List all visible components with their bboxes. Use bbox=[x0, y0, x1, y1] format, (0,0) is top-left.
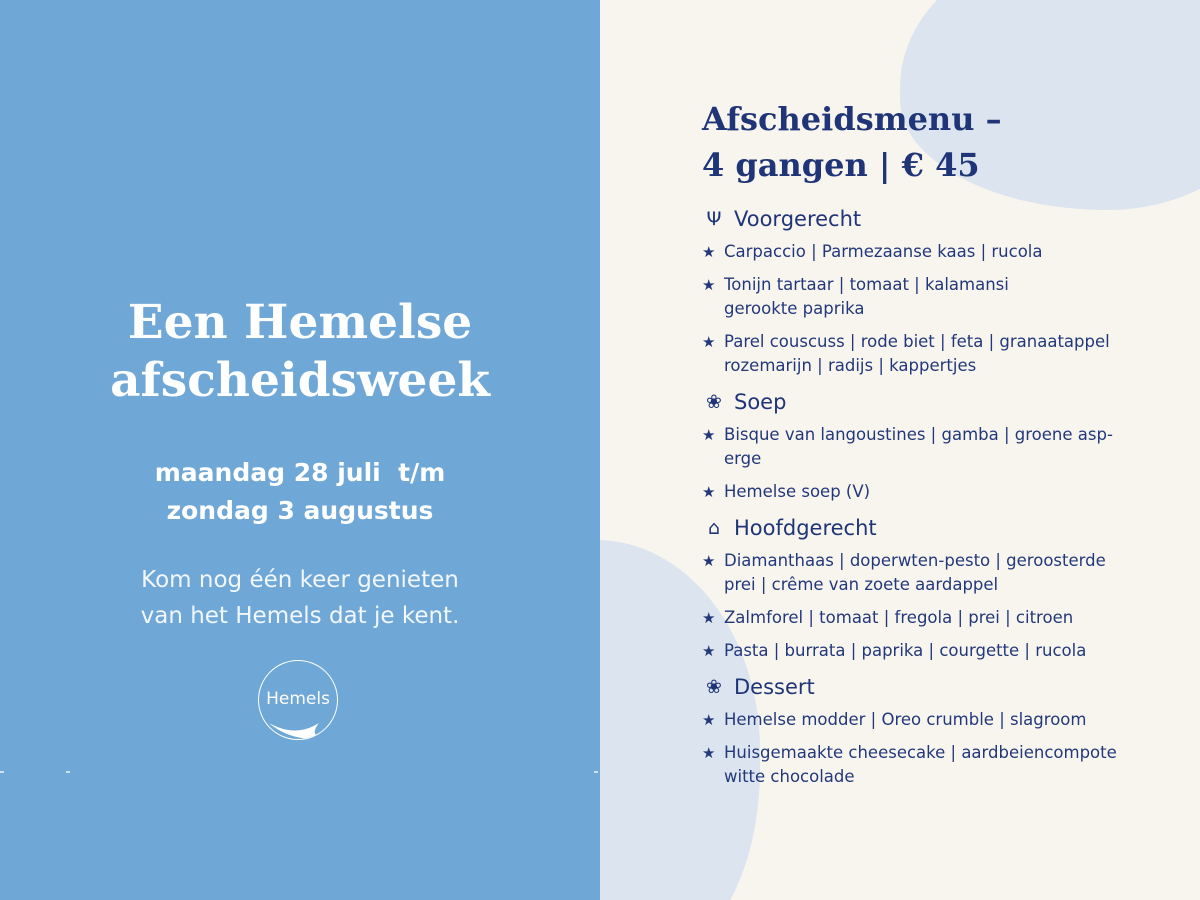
hemels-logo bbox=[258, 660, 338, 740]
course-heading bbox=[702, 513, 1172, 543]
menu-item-line: Bisque van langoustines | gamba | groene asp- bbox=[724, 425, 1113, 444]
dates-line2: zondag 3 augustus bbox=[166, 496, 434, 525]
course-section bbox=[702, 672, 1172, 789]
flower-outline-icon: ❀ bbox=[706, 391, 722, 413]
menu-item bbox=[702, 741, 1172, 789]
hero-title bbox=[0, 294, 600, 410]
cloche-icon: ⌂ bbox=[707, 517, 721, 539]
dates-line1: maandag 28 juli t/m bbox=[154, 458, 446, 487]
tagline-line2: van het Hemels dat je kent. bbox=[140, 603, 460, 629]
menu-item-line: witte chocolade bbox=[724, 767, 855, 786]
course-name: Hoofdgerecht bbox=[734, 516, 877, 540]
menu-title bbox=[702, 96, 1172, 188]
menu-item-line: Pasta | burrata | paprika | courgette | rucola bbox=[724, 641, 1087, 660]
star-icon: ★ bbox=[702, 609, 716, 627]
menu-item-line: Hemelse soep (V) bbox=[724, 482, 871, 501]
menu-item-line: Parel couscuss | rode biet | feta | granaatappel bbox=[724, 332, 1110, 351]
logo-text: Hemels bbox=[266, 689, 330, 709]
menu bbox=[702, 96, 1172, 798]
edge-mark bbox=[594, 771, 598, 773]
course-list bbox=[702, 204, 1172, 789]
star-icon: ★ bbox=[702, 642, 716, 660]
menu-item-line: Zalmforel | tomaat | fregola | prei | citroen bbox=[724, 608, 1074, 627]
menu-item bbox=[702, 273, 1172, 321]
star-icon: ★ bbox=[702, 483, 716, 501]
menu-item-line: prei | crême van zoete aardappel bbox=[724, 575, 999, 594]
menu-item bbox=[702, 549, 1172, 597]
course-name: Soep bbox=[734, 390, 787, 414]
menu-item bbox=[702, 480, 1172, 504]
star-icon: ★ bbox=[702, 744, 716, 762]
star-icon: ★ bbox=[702, 711, 716, 729]
menu-item bbox=[702, 708, 1172, 732]
fork-icon: Ψ bbox=[706, 208, 722, 230]
menu-item bbox=[702, 423, 1172, 471]
menu-item-line: Hemelse modder | Oreo crumble | slagroom bbox=[724, 710, 1087, 729]
tagline-line1: Kom nog één keer genieten bbox=[141, 567, 459, 593]
course-heading bbox=[702, 672, 1172, 702]
star-icon: ★ bbox=[702, 243, 716, 261]
menu-item bbox=[702, 639, 1172, 663]
hero-title-line2: afscheidsweek bbox=[110, 353, 490, 408]
course-heading bbox=[702, 204, 1172, 234]
course-name: Voorgerecht bbox=[734, 207, 862, 231]
star-icon: ★ bbox=[702, 333, 716, 351]
course-section bbox=[702, 387, 1172, 504]
menu-item bbox=[702, 606, 1172, 630]
menu-item-line: gerookte paprika bbox=[724, 299, 865, 318]
menu-item-line: Tonijn tartaar | tomaat | kalamansi bbox=[724, 275, 1009, 294]
event-dates bbox=[0, 454, 600, 530]
menu-item-line: Carpaccio | Parmezaanse kaas | rucola bbox=[724, 242, 1043, 261]
menu-item-line: Diamanthaas | doperwten-pesto | geroosterde bbox=[724, 551, 1106, 570]
star-icon: ★ bbox=[702, 276, 716, 294]
menu-title-line2: 4 gangen | € 45 bbox=[702, 146, 980, 184]
course-section bbox=[702, 204, 1172, 378]
tagline bbox=[0, 562, 600, 634]
menu-item bbox=[702, 330, 1172, 378]
edge-mark bbox=[66, 771, 70, 773]
course-heading bbox=[702, 387, 1172, 417]
hero-title-line1: Een Hemelse bbox=[127, 295, 473, 350]
course-section bbox=[702, 513, 1172, 663]
menu-title-line1: Afscheidsmenu – bbox=[702, 100, 1002, 138]
star-icon: ★ bbox=[702, 426, 716, 444]
flower-outline-icon: ❀ bbox=[706, 676, 722, 698]
menu-item-line: erge bbox=[724, 449, 762, 468]
logo-wave-icon bbox=[267, 719, 331, 740]
course-name: Dessert bbox=[734, 675, 815, 699]
menu-item bbox=[702, 240, 1172, 264]
edge-mark bbox=[0, 771, 4, 773]
menu-item-line: Huisgemaakte cheesecake | aardbeiencompote bbox=[724, 743, 1117, 762]
menu-item-line: rozemarijn | radijs | kappertjes bbox=[724, 356, 977, 375]
star-icon: ★ bbox=[702, 552, 716, 570]
menu-panel bbox=[600, 0, 1200, 900]
